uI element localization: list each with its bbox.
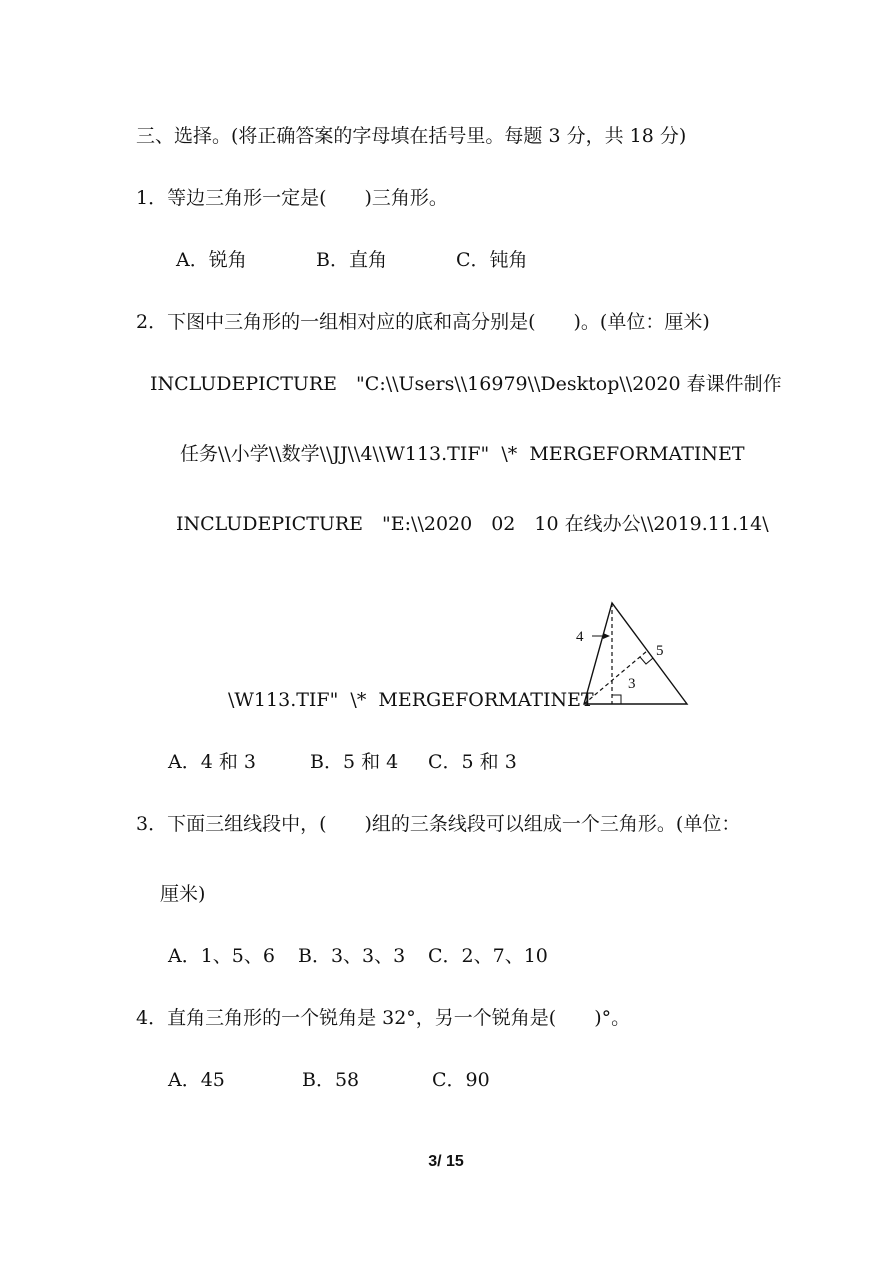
label-3: 3 xyxy=(628,676,636,692)
field-code-line-1: INCLUDEPICTURE "C:\\Users\\16979\\Desktop\\2020 春课件制作 xyxy=(150,373,782,395)
question-3-option-a: A．1、5、6 xyxy=(168,945,275,967)
question-2-option-b: B．5 和 4 xyxy=(310,751,399,773)
field-code-line-4: \W113.TIF" \* MERGEFORMATINET xyxy=(228,689,594,711)
section-title: 三、选择。(将正确答案的字母填在括号里。每题 3 分，共 18 分) xyxy=(136,125,687,147)
label-4: 4 xyxy=(576,629,584,645)
question-2-option-a: A．4 和 3 xyxy=(168,751,256,773)
question-3-option-c: C．2、7、10 xyxy=(428,945,548,967)
question-4-option-b: B．58 xyxy=(302,1069,360,1091)
question-1-option-b: B．直角 xyxy=(316,249,387,271)
triangle-outline xyxy=(584,603,687,704)
question-3-option-b: B．3、3、3 xyxy=(298,945,406,967)
question-1-option-a: A．锐角 xyxy=(176,249,247,271)
right-angle-mark-side xyxy=(640,657,653,664)
field-code-line-2: 任务\\小学\\数学\\JJ\\4\\W113.TIF" \* MERGEFORMATINET xyxy=(180,443,745,465)
height-to-side xyxy=(584,651,647,704)
question-3-stem: 3．下面三组线段中，( )组的三条线段可以组成一个三角形。(单位： xyxy=(136,813,741,835)
field-code-line-3: INCLUDEPICTURE "E:\\2020 02 10 在线办公\\2019.11.14\ xyxy=(176,513,769,535)
label-5: 5 xyxy=(656,643,664,659)
question-4-option-c: C．90 xyxy=(432,1069,490,1091)
question-1-stem: 1．等边三角形一定是( )三角形。 xyxy=(136,187,448,209)
arrow-head xyxy=(603,633,610,639)
triangle-figure xyxy=(570,595,700,713)
page-number: 3/ 15 xyxy=(428,1153,464,1170)
question-4-option-a: A．45 xyxy=(168,1069,225,1091)
question-3-stem-cont: 厘米) xyxy=(160,883,206,905)
right-angle-mark-base xyxy=(612,695,621,704)
question-1-option-c: C．钝角 xyxy=(456,249,528,271)
question-2-option-c: C．5 和 3 xyxy=(428,751,517,773)
question-4-stem: 4．直角三角形的一个锐角是 32°，另一个锐角是( )°。 xyxy=(136,1007,631,1029)
question-2-stem: 2．下图中三角形的一组相对应的底和高分别是( )。(单位：厘米) xyxy=(136,311,710,333)
